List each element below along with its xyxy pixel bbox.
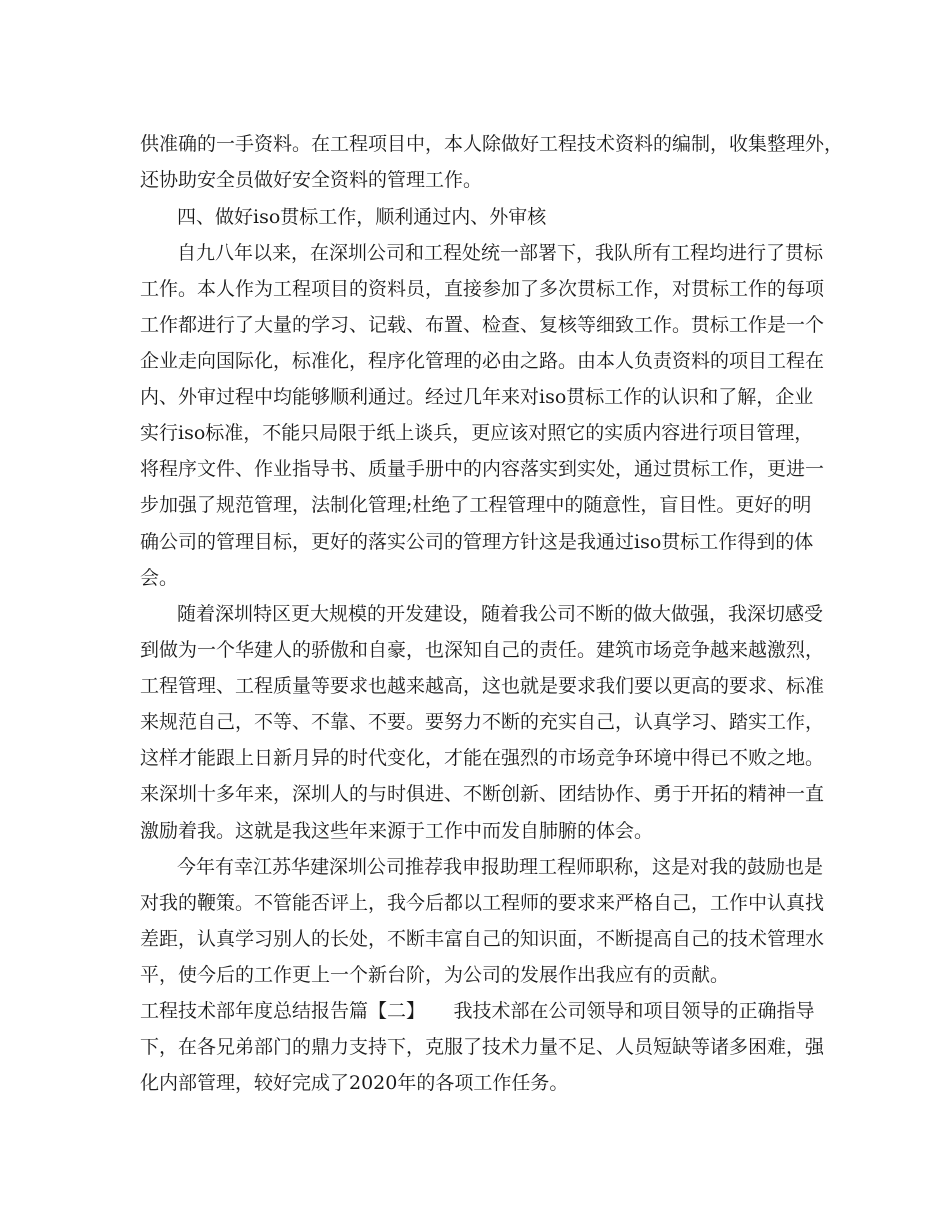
text-line: 会。 — [140, 567, 179, 589]
text-line: 来规范自己，不等、不靠、不要。要努力不断的充实自己，认真学习、踏实工作， — [140, 711, 825, 733]
text-line: 这样才能跟上日新月异的时代变化，才能在强烈的市场竞争环境中得已不败之地。 — [140, 747, 825, 769]
text-line: 还协助安全员做好安全资料的管理工作。 — [140, 169, 483, 191]
paragraph-start: 今年有幸江苏华建深圳公司推荐我申报助理工程师职称，这是对我的鼓励也是 — [177, 856, 824, 878]
text-line: 化内部管理，较好完成了2020年的各项工作任务。 — [140, 1072, 569, 1094]
text-line: 确公司的管理目标，更好的落实公司的管理方针这是我通过iso贯标工作得到的体 — [140, 531, 814, 553]
text-line: 实行iso标准，不能只局限于纸上谈兵，更应该对照它的实质内容进行项目管理， — [140, 422, 814, 444]
text-line: 差距，认真学习别人的长处，不断丰富自己的知识面，不断提高自己的技术管理水 — [140, 928, 825, 950]
text-line: 企业走向国际化，标准化，程序化管理的必由之路。由本人负责资料的项目工程在 — [140, 350, 825, 372]
section-heading: 四、做好iso贯标工作，顺利通过内、外审核 — [177, 206, 547, 228]
text-line: 下，在各兄弟部门的鼎力支持下，克服了技术力量不足、人员短缺等诸多困难，强 — [140, 1036, 825, 1058]
report-heading-line: 工程技术部年度总结报告篇【二】 我技术部在公司领导和项目领导的正确指导 — [140, 1000, 815, 1022]
text-line: 来深圳十多年来，深圳人的与时俱进、不断创新、团结协作、勇于开拓的精神一直 — [140, 783, 825, 805]
text-line: 激励着我。这就是我这些年来源于工作中而发自肺腑的体会。 — [140, 820, 654, 842]
text-line: 内、外审过程中均能够顺利通过。经过几年来对iso贯标工作的认识和了解，企业 — [140, 386, 814, 408]
text-line: 步加强了规范管理，法制化管理;杜绝了工程管理中的随意性，盲目性。更好的明 — [140, 494, 812, 516]
text-line: 工程管理、工程质量等要求也越来越高，这也就是要求我们要以更高的要求、标准 — [140, 675, 825, 697]
text-line: 平，使今后的工作更上一个新台阶，为公司的发展作出我应有的贡献。 — [140, 964, 730, 986]
text-line: 工作都进行了大量的学习、记载、布置、检查、复核等细致工作。贯标工作是一个 — [140, 314, 825, 336]
text-line: 对我的鞭策。不管能否评上，我今后都以工程师的要求来严格自己，工作中认真找 — [140, 892, 825, 914]
paragraph-start: 自九八年以来，在深圳公司和工程处统一部署下，我队所有工程均进行了贯标 — [177, 242, 824, 264]
text-line: 供准确的一手资料。在工程项目中，本人除做好工程技术资料的编制，收集整理外， — [140, 133, 844, 155]
text-line: 到做为一个华建人的骄傲和自豪，也深知自己的责任。建筑市场竞争越来越激烈， — [140, 639, 825, 661]
paragraph-start: 随着深圳特区更大规模的开发建设，随着我公司不断的做大做强，我深切感受 — [177, 603, 824, 625]
text-line: 将程序文件、作业指导书、质量手册中的内容落实到实处，通过贯标工作，更进一 — [140, 458, 825, 480]
text-line: 工作。本人作为工程项目的资料员，直接参加了多次贯标工作，对贯标工作的每项 — [140, 278, 825, 300]
